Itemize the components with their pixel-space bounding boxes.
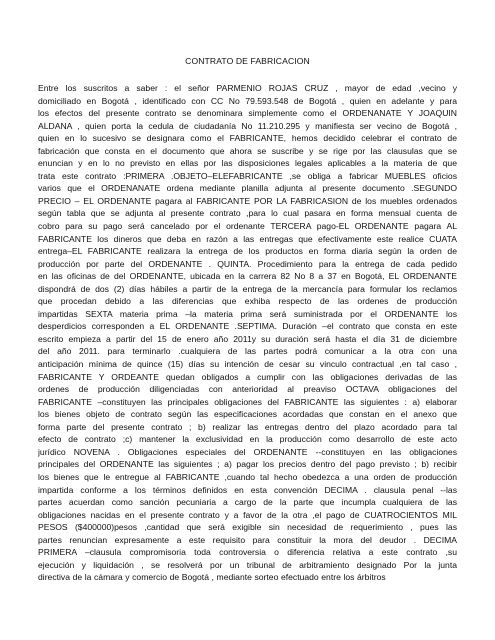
document-line: anticipación mínima de quince (15) días su intención de cesar su vinculo contractual ,en tal caso , [38,359,457,370]
document-line: domiciliado en Bogotá , identificado con CC No 79.593.548 de Bogotá , quien en adelante y para [38,95,457,106]
document-line: ordenes de producción diligenciadas con anterioridad al preaviso OCTAVA obligaciones del [38,384,457,395]
document-body [38,82,457,584]
document-line: impartida conforme a los términos definidos en esta convención DECIMA . clausula penal --las [38,484,457,495]
document-line: efecto de contrato ;c) mantener la exclusividad en la producción como desarrollo de este acto [38,434,457,445]
document-line: FABRICANTE Y ORDEANTE quedan obligados a cumplir con las obligaciones derivadas de las [38,371,457,382]
document-line: que procedan debido a las diferencias que exhiba respecto de las ordenes de producción [38,296,457,307]
document-line: impartidas SEXTA materia prima –la materia prima será suministrada por el ORDENANTE los [38,308,457,319]
document-line: varios que el ORDENANATE ordena mediante planilla adjunta al presente documento .SEGUNDO [38,183,457,194]
document-line: directiva de la cámara y comercio de Bogotá , mediante sorteo efectuado entre los árbitros [38,572,386,583]
document-line: los efectos del presente contrato se denominara simplemente como el ORDENANATE Y JOAQUIN [38,108,457,119]
document-line: PRIMERA –clausula compromisoria toda controversia o diferencia relativa a este contrato ,su [38,547,457,558]
document-line: FABRICANTE los dineros que deba en razón a las entregas que efectivamente este realice CUATA [38,233,457,244]
document-line: principales del ORDENANTE las siguientes ; a) pagar los precios dentro del pago previsto ; b) recibir [38,459,457,470]
document-line: los bienes que le entregue al FABRICANTE ,cuando tal hecho obedezca a una orden de producción [38,471,457,482]
document-line: PESOS ($400000)pesos ,cantidad que será exigible sin necesidad de requerimiento , pues las [38,522,457,533]
document-line: producción por parte del ORDENANTE . QUINTA. Procedimiento para la entrega de cada pedido [38,258,457,269]
document-line: en las oficinas de del ORDENANTE, ubicada en la carrera 82 No 8 a 37 en Bogotá, EL ORDENANTE [38,271,457,282]
document-line: quien en lo sucesivo se designara como el FABRICANTE, hemos decidido celebrar el contrato de [38,133,457,144]
document-line: partes acuerdan como sanción pecuniaria a cargo de la parte que incumpla cualquiera de las [38,497,457,508]
document-line: FABRICANTE –constituyen las principales obligaciones del FABRICANTE las siguientes : a) elaborar [38,396,457,407]
document-line: obligaciones nacidas en el presente contrato y a favor de la otra ,el pago de CUATROCIENTOS MIL [38,509,457,520]
document-line: según tabla que se adjunta al presente contrato ,para lo cual pasara en forma mensual cuenta de [38,208,457,219]
document-title: CONTRATO DE FABRICACION [185,56,310,66]
document-line: Entre los suscritos a saber : el señor PARMENIO ROJAS CRUZ , mayor de edad ,vecino y [38,83,457,93]
document-line: forma parte del presente contrato ; b) realizar las entregas dentro del plazo acordado para tal [38,421,457,432]
document-line: jurídico NOVENA . Obligaciones especiales del ORDENANTE --constituyen en las obligaciones [38,446,457,457]
document-line: trata este contrato :PRIMERA .OBJETO–ELEFABRICANTE ,se obliga a fabricar MUEBLES oficios [38,170,457,181]
document-line: dispondrá de dos (2) días hábiles a partir de la entrega de la mercancía para formular los reclamos [38,283,457,294]
document-line: desperdicios corresponden a EL ORDENANTE .SEPTIMA. Duración –el contrato que consta en este [38,321,457,332]
document-line: PRECIO – EL ORDENANTE pagara al FABRICANTE POR LA FABRICASION de los muebles ordenados [38,195,457,206]
document-line: ejecución y liquidación , se resolverá por un tribunal de arbitramiento designado Por la junta [38,559,457,570]
document-line: del año 2011. para terminarlo .cualquiera de las partes podrá comunicar a la otra con una [38,346,457,357]
document-line: partes renuncian expresamente a este requisito para constituir la mora del deudor . DECIMA [38,534,457,545]
document-line: los bienes objeto de contrato según las especificaciones acordadas que constan en el anexo que [38,409,457,420]
document-line: fabricación que consta en el documento que ahora se suscribe y se rige por las clausulas que se [38,145,457,156]
document-line: enuncian y en lo no previsto en ellas por las disposiciones legales aplicables a la materia de que [38,158,457,169]
document-line: entrega–EL FABRICANTE realizara la entrega de los productos en forma diaria según la orden de [38,246,457,257]
document-line: ALDANA , quien porta la cedula de ciudadanía No 11.210.295 y manifiesta ser vecino de Bogotá , [38,120,457,131]
document-line: escrito empieza a partir del 15 de enero año 2011y su duración será hasta el día 31 de diciembre [38,333,457,344]
document-line: cobro para su pago será cancelado por el ordenante TERCERA pago-EL ORDENANTE pagara AL [38,221,457,232]
